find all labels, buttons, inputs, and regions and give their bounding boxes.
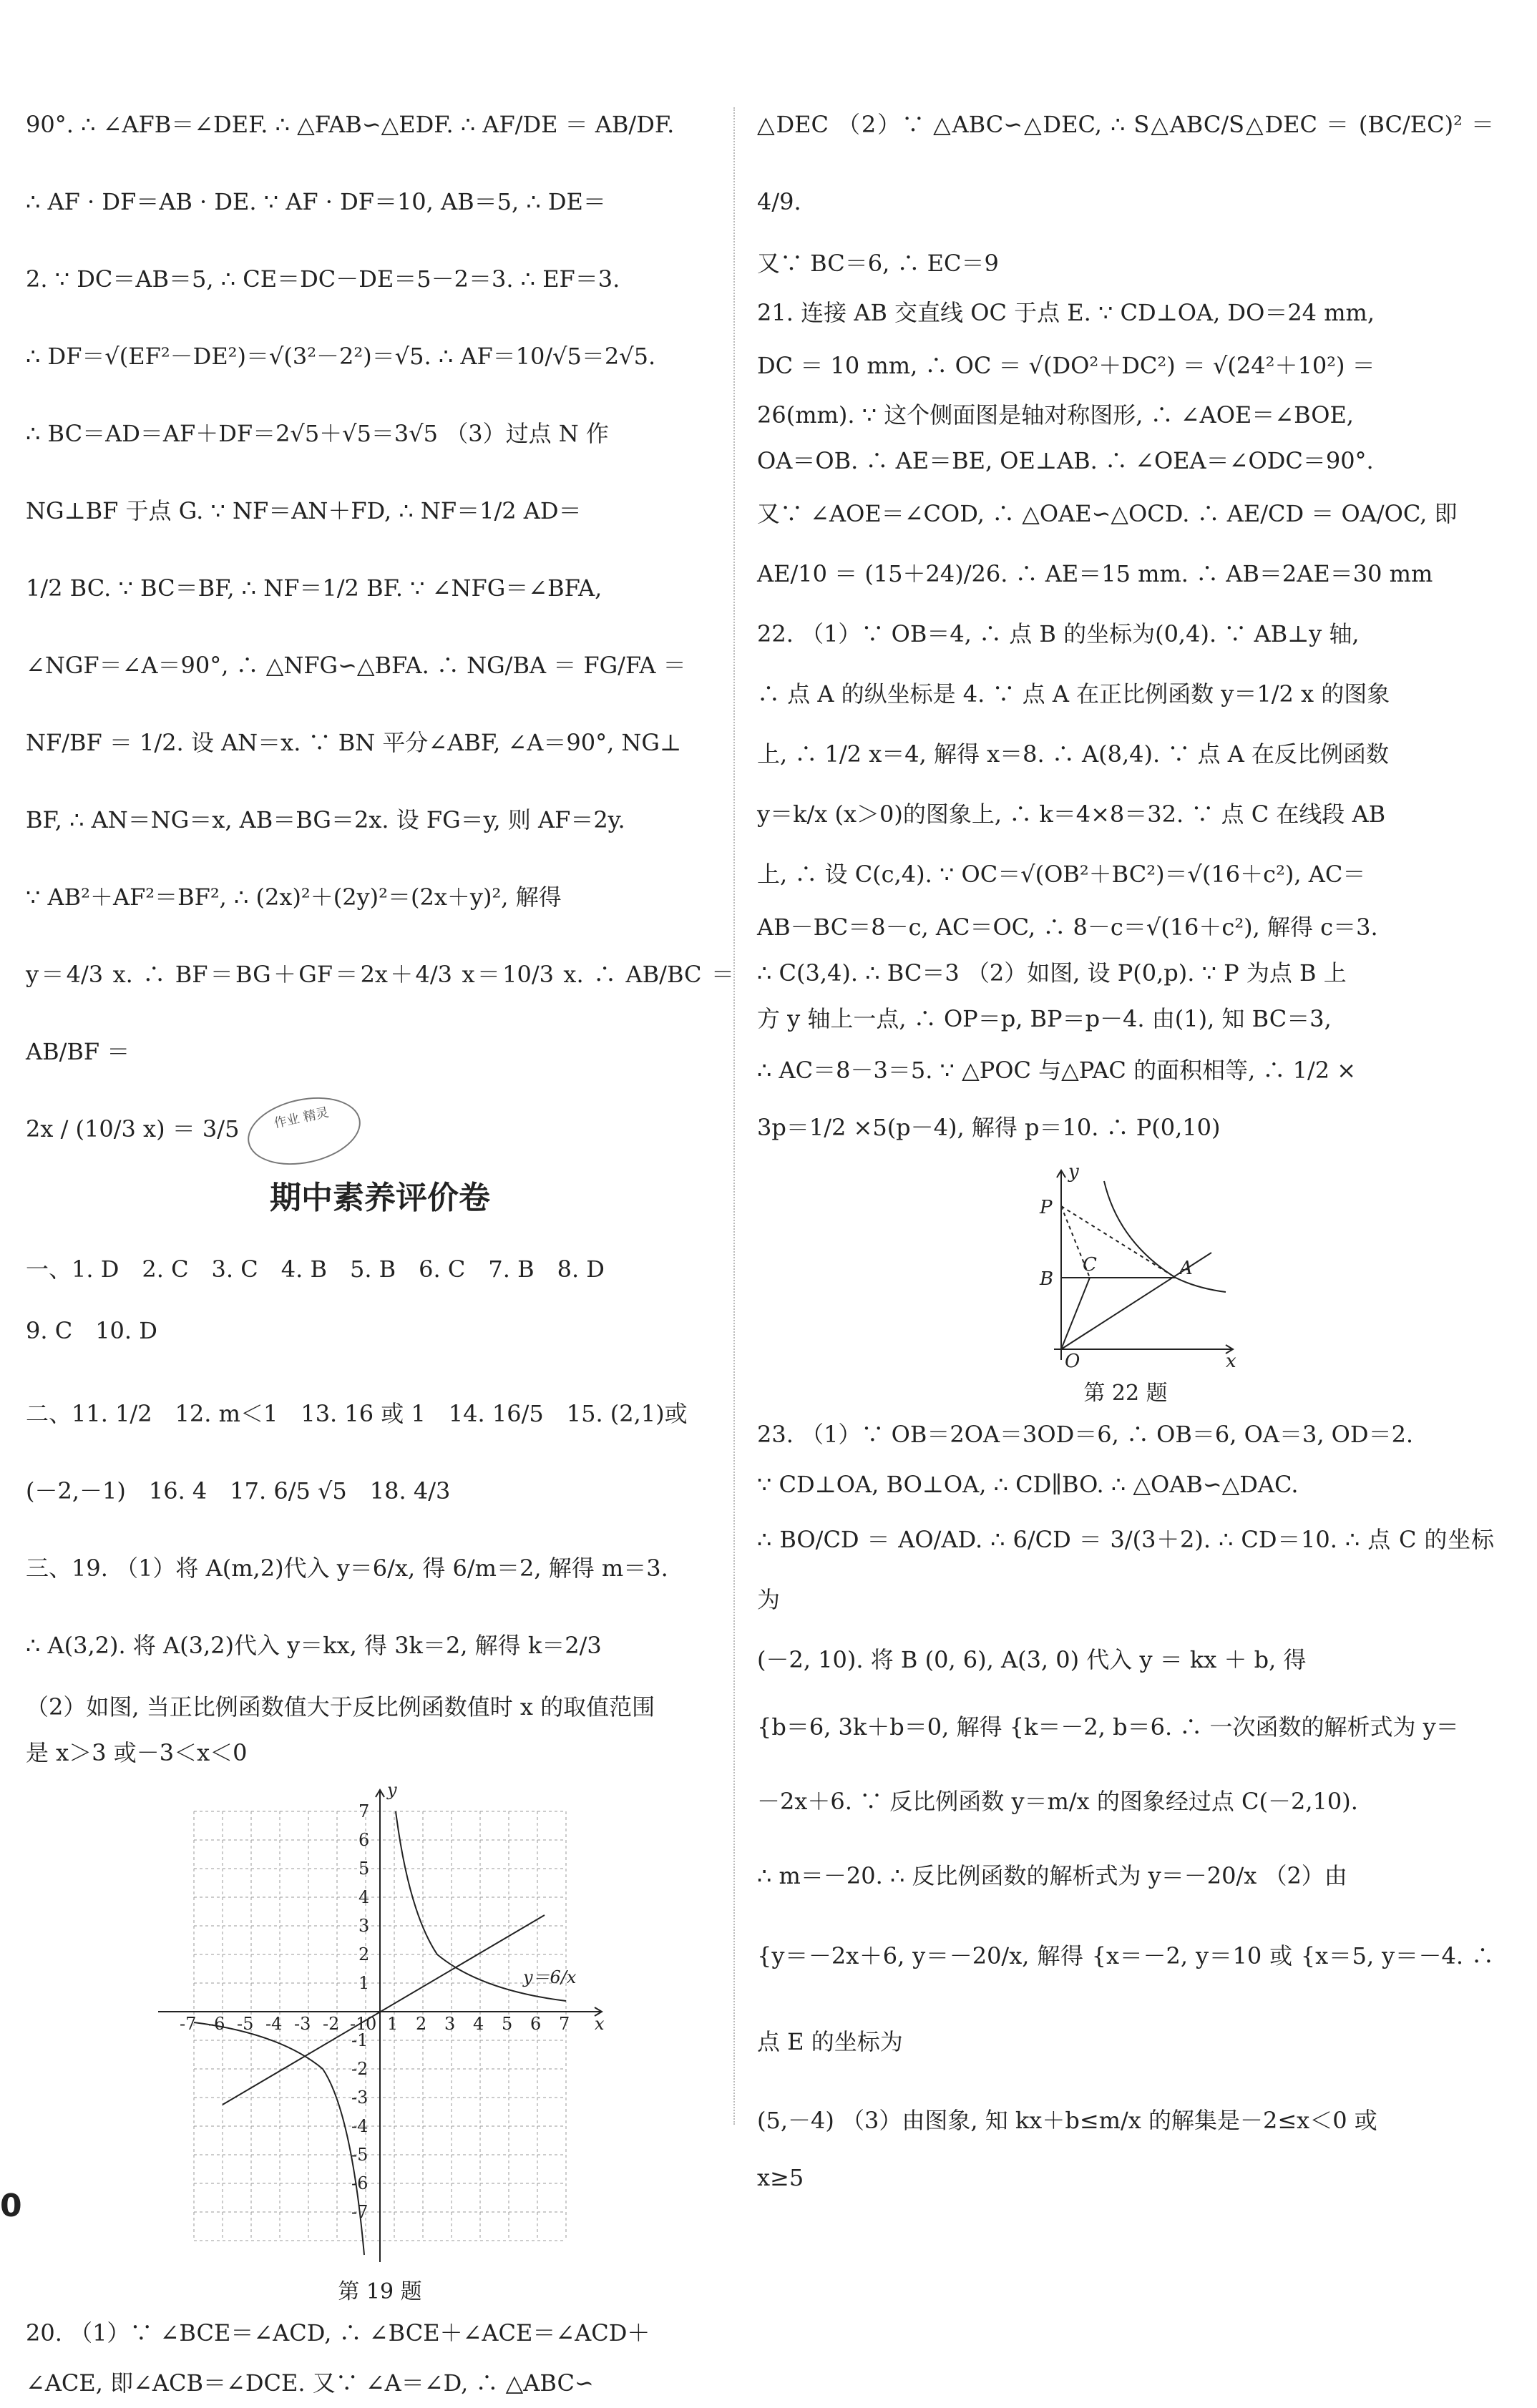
q20-line: ∠ACE, 即∠ACB＝∠DCE. 又∵ ∠A＝∠D, ∴ △ABC∽ bbox=[26, 2369, 594, 2397]
figure-19-graph bbox=[144, 1783, 616, 2269]
svg-text:6: 6 bbox=[530, 2014, 542, 2034]
svg-text:0: 0 bbox=[366, 2014, 377, 2034]
svg-text:-3: -3 bbox=[294, 2014, 311, 2034]
svg-text:7: 7 bbox=[559, 2014, 570, 2034]
q23-line: (5,－4) （3）由图象, 知 kx＋b≤m/x 的解集是－2≤x＜0 或 bbox=[757, 2107, 1377, 2134]
svg-text:-2: -2 bbox=[351, 2059, 369, 2079]
q23-line: {b＝6, 3k＋b＝0, 解得 {k＝－2, b＝6. ∴ 一次函数的解析式为 y＝ bbox=[757, 1713, 1459, 1741]
text-line: ∴ 点 A 的纵坐标是 4. ∵ 点 A 在正比例函数 y＝1/2 x 的图象 bbox=[757, 680, 1390, 708]
q20-line: 20. （1）∵ ∠BCE＝∠ACD, ∴ ∠BCE＋∠ACE＝∠ACD＋ bbox=[26, 2319, 650, 2346]
text-line: y＝4/3 x. ∴ BF＝BG＋GF＝2x＋4/3 x＝10/3 x. ∴ AB/BC ＝ AB/BF ＝ bbox=[26, 961, 734, 1065]
text-line: ∵ AB²＋AF²＝BF², ∴ (2x)²＋(2y)²＝(2x＋y)², 解得 bbox=[26, 884, 562, 911]
svg-text:C: C bbox=[1083, 1254, 1097, 1276]
svg-text:-4: -4 bbox=[265, 2014, 283, 2034]
svg-text:2: 2 bbox=[416, 2014, 427, 2034]
text-line: 90°. ∴ ∠AFB＝∠DEF. ∴ △FAB∽△EDF. ∴ AF/DE ＝ AB/DF. bbox=[26, 111, 675, 138]
svg-text:1: 1 bbox=[387, 2014, 399, 2034]
svg-text:-3: -3 bbox=[351, 2088, 369, 2108]
text-line: 1/2 BC. ∵ BC＝BF, ∴ NF＝1/2 BF. ∵ ∠NFG＝∠BFA, bbox=[26, 574, 602, 602]
svg-text:A: A bbox=[1179, 1258, 1193, 1279]
text-line: BF, ∴ AN＝NG＝x, AB＝BG＝2x. 设 FG＝y, 则 AF＝2y. bbox=[26, 806, 625, 833]
svg-text:-7: -7 bbox=[351, 2202, 369, 2222]
svg-text:y: y bbox=[387, 1783, 397, 1800]
q23-line: {y＝－2x＋6, y＝－20/x, 解得 {x＝－2, y＝10 或 {x＝5, y＝－4. ∴ 点 E 的坐标为 bbox=[757, 1942, 1494, 2055]
svg-text:3: 3 bbox=[444, 2014, 456, 2034]
text-line: ∠NGF＝∠A＝90°, ∴ △NFG∽△BFA. ∴ NG/BA ＝ FG/FA ＝ bbox=[26, 652, 686, 679]
text-line: 22. （1）∵ OB＝4, ∴ 点 B 的坐标为(0,4). ∵ AB⊥y 轴, bbox=[757, 620, 1360, 647]
text-line: 又∵ BC＝6, ∴ EC＝9 bbox=[757, 250, 999, 277]
svg-text:-6: -6 bbox=[208, 2014, 225, 2034]
text-line: 上, ∴ 1/2 x＝4, 解得 x＝8. ∴ A(8,4). ∵ 点 A 在反比例函数 bbox=[757, 740, 1389, 768]
svg-text:-4: -4 bbox=[351, 2116, 369, 2136]
answer-line: 是 x＞3 或－3＜x＜0 bbox=[26, 1739, 248, 1766]
text-line: 21. 连接 AB 交直线 OC 于点 E. ∵ CD⊥OA, DO＝24 mm, bbox=[757, 299, 1375, 326]
svg-text:-2: -2 bbox=[323, 2014, 340, 2034]
answer-line: 9. C 10. D bbox=[26, 1317, 157, 1344]
figure-19-caption: 第 19 题 bbox=[338, 2279, 422, 2304]
text-line: OA＝OB. ∴ AE＝BE, OE⊥AB. ∴ ∠OEA＝∠ODC＝90°. bbox=[757, 447, 1374, 474]
svg-text:5: 5 bbox=[502, 2014, 513, 2034]
text-line: ∴ C(3,4). ∴ BC＝3 （2）如图, 设 P(0,p). ∵ P 为点 B 上 bbox=[757, 959, 1347, 987]
answer-line: ∴ A(3,2). 将 A(3,2)代入 y＝kx, 得 3k＝2, 解得 k＝2/3 bbox=[26, 1632, 602, 1659]
svg-text:4: 4 bbox=[358, 1887, 370, 1907]
svg-text:1: 1 bbox=[358, 1973, 370, 1993]
right-column bbox=[757, 86, 1494, 2199]
figure-22-caption: 第 22 题 bbox=[1083, 1381, 1168, 1406]
svg-text:-7: -7 bbox=[180, 2014, 197, 2034]
text-line: AE/10 ＝ (15＋24)/26. ∴ AE＝15 mm. ∴ AB＝2AE＝30 mm bbox=[757, 560, 1433, 587]
text-line: 26(mm). ∵ 这个侧面图是轴对称图形, ∴ ∠AOE＝∠BOE, bbox=[757, 401, 1354, 429]
text-line: NF/BF ＝ 1/2. 设 AN＝x. ∵ BN 平分∠ABF, ∠A＝90°, NG⊥ bbox=[26, 729, 682, 756]
svg-text:3: 3 bbox=[358, 1916, 370, 1936]
svg-text:-5: -5 bbox=[351, 2145, 369, 2165]
text-line-content: 2x / (10/3 x) ＝ 3/5 bbox=[26, 1115, 240, 1142]
text-line bbox=[26, 1090, 734, 1168]
answer-line: (－2,－1) 16. 4 17. 6/5 √5 18. 4/3 bbox=[26, 1477, 451, 1504]
text-line: 方 y 轴上一点, ∴ OP＝p, BP＝p－4. 由(1), 知 BC＝3, bbox=[757, 1005, 1332, 1032]
svg-text:O: O bbox=[1065, 1351, 1080, 1371]
text-line: ∴ AC＝8－3＝5. ∵ △POC 与△PAC 的面积相等, ∴ 1/2 × bbox=[757, 1057, 1357, 1084]
svg-text:y: y bbox=[1068, 1163, 1079, 1183]
svg-text:5: 5 bbox=[358, 1859, 370, 1879]
svg-text:B: B bbox=[1040, 1268, 1054, 1290]
text-line: 2. ∵ DC＝AB＝5, ∴ CE＝DC－DE＝5－2＝3. ∴ EF＝3. bbox=[26, 265, 620, 293]
svg-text:7: 7 bbox=[358, 1801, 370, 1821]
q23-line: (－2, 10). 将 B (0, 6), A(3, 0) 代入 y ＝ kx ＋ b, 得 bbox=[757, 1646, 1307, 1673]
text-line: △DEC （2）∵ △ABC∽△DEC, ∴ S△ABC/S△DEC ＝ (BC/EC)² ＝ 4/9. bbox=[757, 111, 1494, 215]
answer-line: 一、1. D 2. C 3. C 4. B 5. B 6. C 7. B 8. D bbox=[26, 1256, 605, 1283]
text-line: 上, ∴ 设 C(c,4). ∵ OC＝√(OB²＋BC²)＝√(16＋c²), AC＝ bbox=[757, 861, 1366, 888]
text-line: NG⊥BF 于点 G. ∵ NF＝AN＋FD, ∴ NF＝1/2 AD＝ bbox=[26, 497, 582, 524]
q23-line: ∴ m＝－20. ∴ 反比例函数的解析式为 y＝－20/x （2）由 bbox=[757, 1862, 1347, 1889]
svg-text:-6: -6 bbox=[351, 2173, 369, 2193]
svg-text:P: P bbox=[1040, 1197, 1053, 1218]
svg-text:6: 6 bbox=[358, 1830, 370, 1850]
left-column bbox=[26, 86, 734, 2408]
q23-line: ∴ BO/CD ＝ AO/AD. ∴ 6/CD ＝ 3/(3＋2). ∴ CD＝10. ∴ 点 C 的坐标为 bbox=[757, 1526, 1494, 1613]
answer-line: 二、11. 1/2 12. m＜1 13. 16 或 1 14. 16/5 15. (2,1)或 bbox=[26, 1400, 688, 1427]
q23-line: x≥5 bbox=[757, 2164, 804, 2191]
svg-text:-1: -1 bbox=[350, 2014, 367, 2034]
text-line: AB－BC＝8－c, AC＝OC, ∴ 8－c＝√(16＋c²), 解得 c＝3. bbox=[757, 914, 1378, 941]
answer-line: （2）如图, 当正比例函数值大于反比例函数值时 x 的取值范围 bbox=[26, 1693, 655, 1721]
section-title: 期中素养评价卷 bbox=[270, 1180, 490, 1216]
text-line: ∴ AF · DF＝AB · DE. ∵ AF · DF＝10, AB＝5, ∴ DE＝ bbox=[26, 188, 606, 215]
curve-label: y＝6/x bbox=[523, 1967, 577, 1987]
text-line: 3p＝1/2 ×5(p－4), 解得 p＝10. ∴ P(0,10) bbox=[757, 1114, 1221, 1141]
q23-line: 23. （1）∵ OB＝2OA＝3OD＝6, ∴ OB＝6, OA＝3, OD＝2. bbox=[757, 1421, 1414, 1448]
answer-line: 三、19. （1）将 A(m,2)代入 y＝6/x, 得 6/m＝2, 解得 m＝3. bbox=[26, 1555, 668, 1582]
svg-text:-5: -5 bbox=[237, 2014, 254, 2034]
svg-text:x: x bbox=[1226, 1351, 1236, 1371]
text-line: DC ＝ 10 mm, ∴ OC ＝ √(DO²＋DC²) ＝ √(24²＋10²) ＝ bbox=[757, 352, 1375, 379]
svg-text:-1: -1 bbox=[351, 2030, 369, 2050]
text-line: ∴ DF＝√(EF²－DE²)＝√(3²－2²)＝√5. ∴ AF＝10/√5＝2√5. bbox=[26, 343, 656, 370]
svg-text:2: 2 bbox=[358, 1944, 370, 1964]
q23-line: －2x＋6. ∵ 反比例函数 y＝m/x 的图象经过点 C(－2,10). bbox=[757, 1788, 1358, 1815]
homework-stamp: 作业 精灵 bbox=[241, 1087, 366, 1174]
figure-22-graph bbox=[1011, 1163, 1240, 1371]
column-divider bbox=[733, 107, 736, 2125]
text-line: ∴ BC＝AD＝AF＋DF＝2√5＋√5＝3√5 （3）过点 N 作 bbox=[26, 420, 609, 447]
svg-text:4: 4 bbox=[473, 2014, 484, 2034]
svg-text:x: x bbox=[595, 2014, 605, 2034]
q23-line: ∵ CD⊥OA, BO⊥OA, ∴ CD∥BO. ∴ △OAB∽△DAC. bbox=[757, 1471, 1299, 1498]
page-number: 0 bbox=[0, 2188, 22, 2224]
text-line: y＝k/x (x＞0)的图象上, ∴ k＝4×8＝32. ∵ 点 C 在线段 AB bbox=[757, 801, 1386, 828]
text-line: 又∵ ∠AOE＝∠COD, ∴ △OAE∽△OCD. ∴ AE/CD ＝ OA/OC, 即 bbox=[757, 500, 1458, 527]
